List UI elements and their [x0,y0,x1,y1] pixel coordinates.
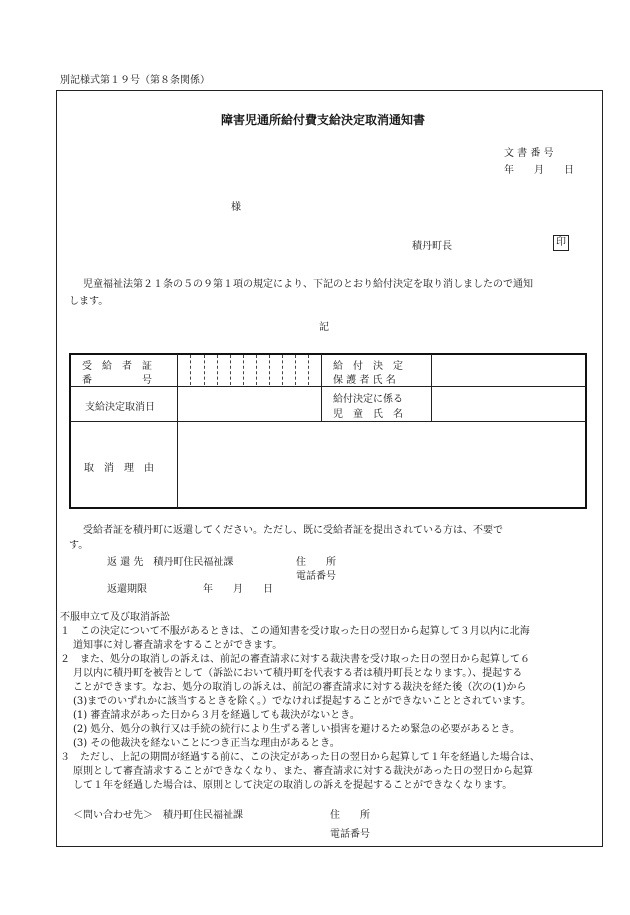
appeal-p2-line-4: (3)までのいずれかに該当するときを除く。）でなければ提起することができないこととされています。 [73,696,532,707]
document-number-label: 文 書 番 号 [504,148,554,159]
reason-label: 取 消 理 由 [84,463,154,474]
return-note-line-2: す。 [69,540,89,551]
return-phone-label: 電話番号 [296,571,336,582]
appeal-p3-line-1: ３ ただし、上記の期間が経過する前に、この決定があった日の翌日から起算して１年を経過した場合は、 [60,752,540,763]
digit-box-divider [308,355,309,385]
return-address-label: 住 所 [296,557,336,568]
appeal-heading: 不服申立て及び取消訴訟 [60,612,170,623]
digit-box-divider [256,355,257,385]
child-label-1: 給付決定に係る [333,394,403,405]
return-note-line-1: 受給者証を積丹町に返還してください。ただし、既に受給者証を提出されている方は、不要で [83,525,503,536]
table-col-divider [321,354,322,421]
digit-box-divider [282,355,283,385]
recipient-cert-label-2: 番 号 [82,375,152,386]
appeal-item-2: (2) 処分、処分の執行又は手続の続行により生ずる著しい損害を避けるため緊急の必要があるとき。 [73,724,520,735]
digit-box-divider [295,355,296,385]
digit-box-divider [204,355,205,385]
document-title: 障害児通所給付費支給決定取消通知書 [221,113,426,127]
appeal-p3-line-3: して１年を経過した場合は、原則として決定の取消しの訴えを提起することができなくなります。 [73,780,513,791]
appeal-item-1: (1) 審査請求があった日から３月を経過しても裁決がないとき。 [73,710,360,721]
table-row-divider [70,421,586,422]
appeal-p1-line-1: １ この決定について不服があるときは、この通知書を受け取った日の翌日から起算して３月以内に北海 [60,626,530,637]
digit-box-divider [243,355,244,385]
contact-phone-label: 電話番号 [330,829,370,840]
table-col-divider [431,354,432,421]
appeal-p2-line-1: ２ また、処分の取消しの訴えは、前記の審査請求に対する裁決書を受け取った日の翌日から起算して６ [60,654,530,665]
seal-mark: 印 [553,235,569,251]
appeal-p1-line-2: 道知事に対し審査請求をすることができます。 [73,640,283,651]
recipient-cert-label-1: 受 給 者 証 [82,361,152,372]
intro-line-2: します。 [69,296,109,307]
contact-address-label: 住 所 [330,810,370,821]
appeal-p3-line-2: 原則として審査請求することができなくなり、また、審査請求に対する裁決があった日の翌日から起算 [73,766,533,777]
digit-box-divider [230,355,231,385]
table-col-divider [177,354,178,508]
digit-box-divider [190,355,191,385]
return-destination: 返 還 先 積丹町住民福祉課 [107,557,234,568]
table-row-divider [70,386,586,387]
cancel-date-label: 支給決定取消日 [85,402,155,413]
return-deadline-label: 返還期限 [107,584,147,595]
contact-label: ＜問い合わせ先＞ 積丹町住民福祉課 [73,810,243,821]
digit-box-divider [269,355,270,385]
return-deadline-date: 年 月 日 [203,584,273,595]
date-line: 年 月 日 [504,165,574,176]
appeal-p2-line-3: ことができます。なお、処分の取消しの訴えは、前記の審査請求に対する裁決を経た後（次の(1)から [73,682,527,693]
addressee-suffix: 様 [231,202,241,213]
intro-line-1: 児童福祉法第２１条の５の９第１項の規定により、下記のとおり給付決定を取り消しましたので通知 [83,279,533,290]
issuer-name: 積丹町長 [412,241,452,252]
form-label: 別記様式第１９号（第８条関係） [60,75,210,86]
appeal-p2-line-2: 月以内に積丹町を被告として（訴訟において積丹町を代表する者は積丹町長となります。）、提起する [73,668,523,679]
ki-label: 記 [319,322,329,333]
guardian-label-1: 給 付 決 定 [333,361,403,372]
guardian-label-2: 保 護 者 氏 名 [333,375,396,386]
appeal-item-3: (3) その他裁決を経ないことにつき正当な理由があるとき。 [73,738,340,749]
child-label-2: 児 童 氏 名 [333,409,403,420]
digit-box-divider [217,355,218,385]
